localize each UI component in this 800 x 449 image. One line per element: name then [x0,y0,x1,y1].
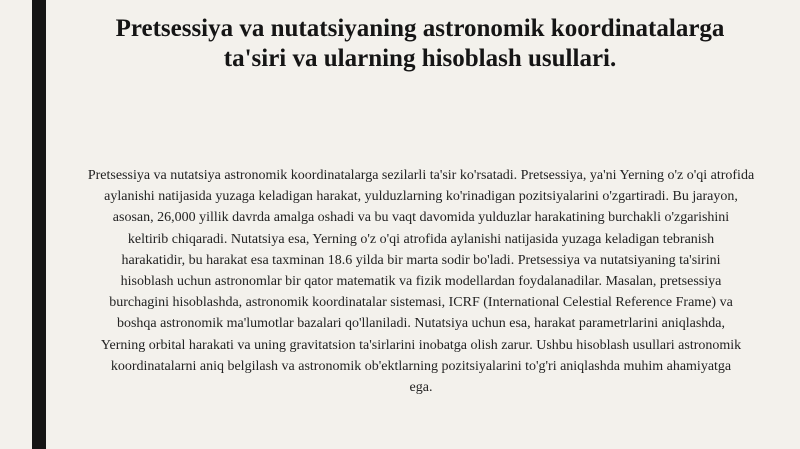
body-line-3: asosan, 26,000 yillik davrda amalga oshadi va bu vaqt davomida yulduzlar harakatining burchakli o'zgarishini [112,210,730,226]
slide-title [60,14,780,74]
body-line-10: koordinatalarni aniq belgilash va astronomik ob'ektlarning pozitsiyalarini to'g'ri aniqlashda muhim ahamiyatga [110,358,732,374]
slide-body-text [62,165,780,398]
body-line-11: ega. [409,380,433,396]
slide-title-line-1: Pretsessiya va nutatsiyaning astronomik koordinatalarga [115,15,725,42]
body-line-5: harakatidir, bu harakat esa taxminan 18.6 yilda bir marta sodir bo'ladi. Pretsessiya va nutatsiyaning ta'sirini [121,252,721,268]
body-line-7: burchagini hisoblashda, astronomik koordinatalar sistemasi, ICRF (International Celestial Reference Frame) va [109,295,733,311]
body-line-8: boshqa astronomik ma'lumotlar bazalari qo'llaniladi. Nutatsiya uchun esa, harakat parametrlarini aniqlashda, [116,316,725,332]
left-accent-bar [32,0,46,449]
slide-title-line-2: ta'siri va ularning hisoblash usullari. [223,45,617,72]
body-line-1: Pretsessiya va nutatsiya astronomik koordinatalarga sezilarli ta'sir ko'rsatadi. Pretsessiya, ya'ni Yerning o'z o'qi atrofida [87,168,755,183]
body-line-6: hisoblash uchun astronomlar bir qator matematik va fizik modellardan foydalanadilar. Masalan, pretsessiya [120,274,722,290]
body-line-4: keltirib chiqaradi. Nutatsiya esa, Yerning o'z o'qi atrofida aylanishi natijasida yuzaga keladigan tebranish [127,231,715,247]
body-line-2: aylanishi natijasida yuzaga keladigan harakat, yulduzlarning ko'rinadigan pozitsiyalarini o'zgartiradi. Bu jarayon, [104,189,738,205]
body-line-9: Yerning orbital harakati va uning gravitatsion ta'sirlarini inobatga olish zarur. Ushbu hisoblash usullari astronomik [100,337,742,353]
